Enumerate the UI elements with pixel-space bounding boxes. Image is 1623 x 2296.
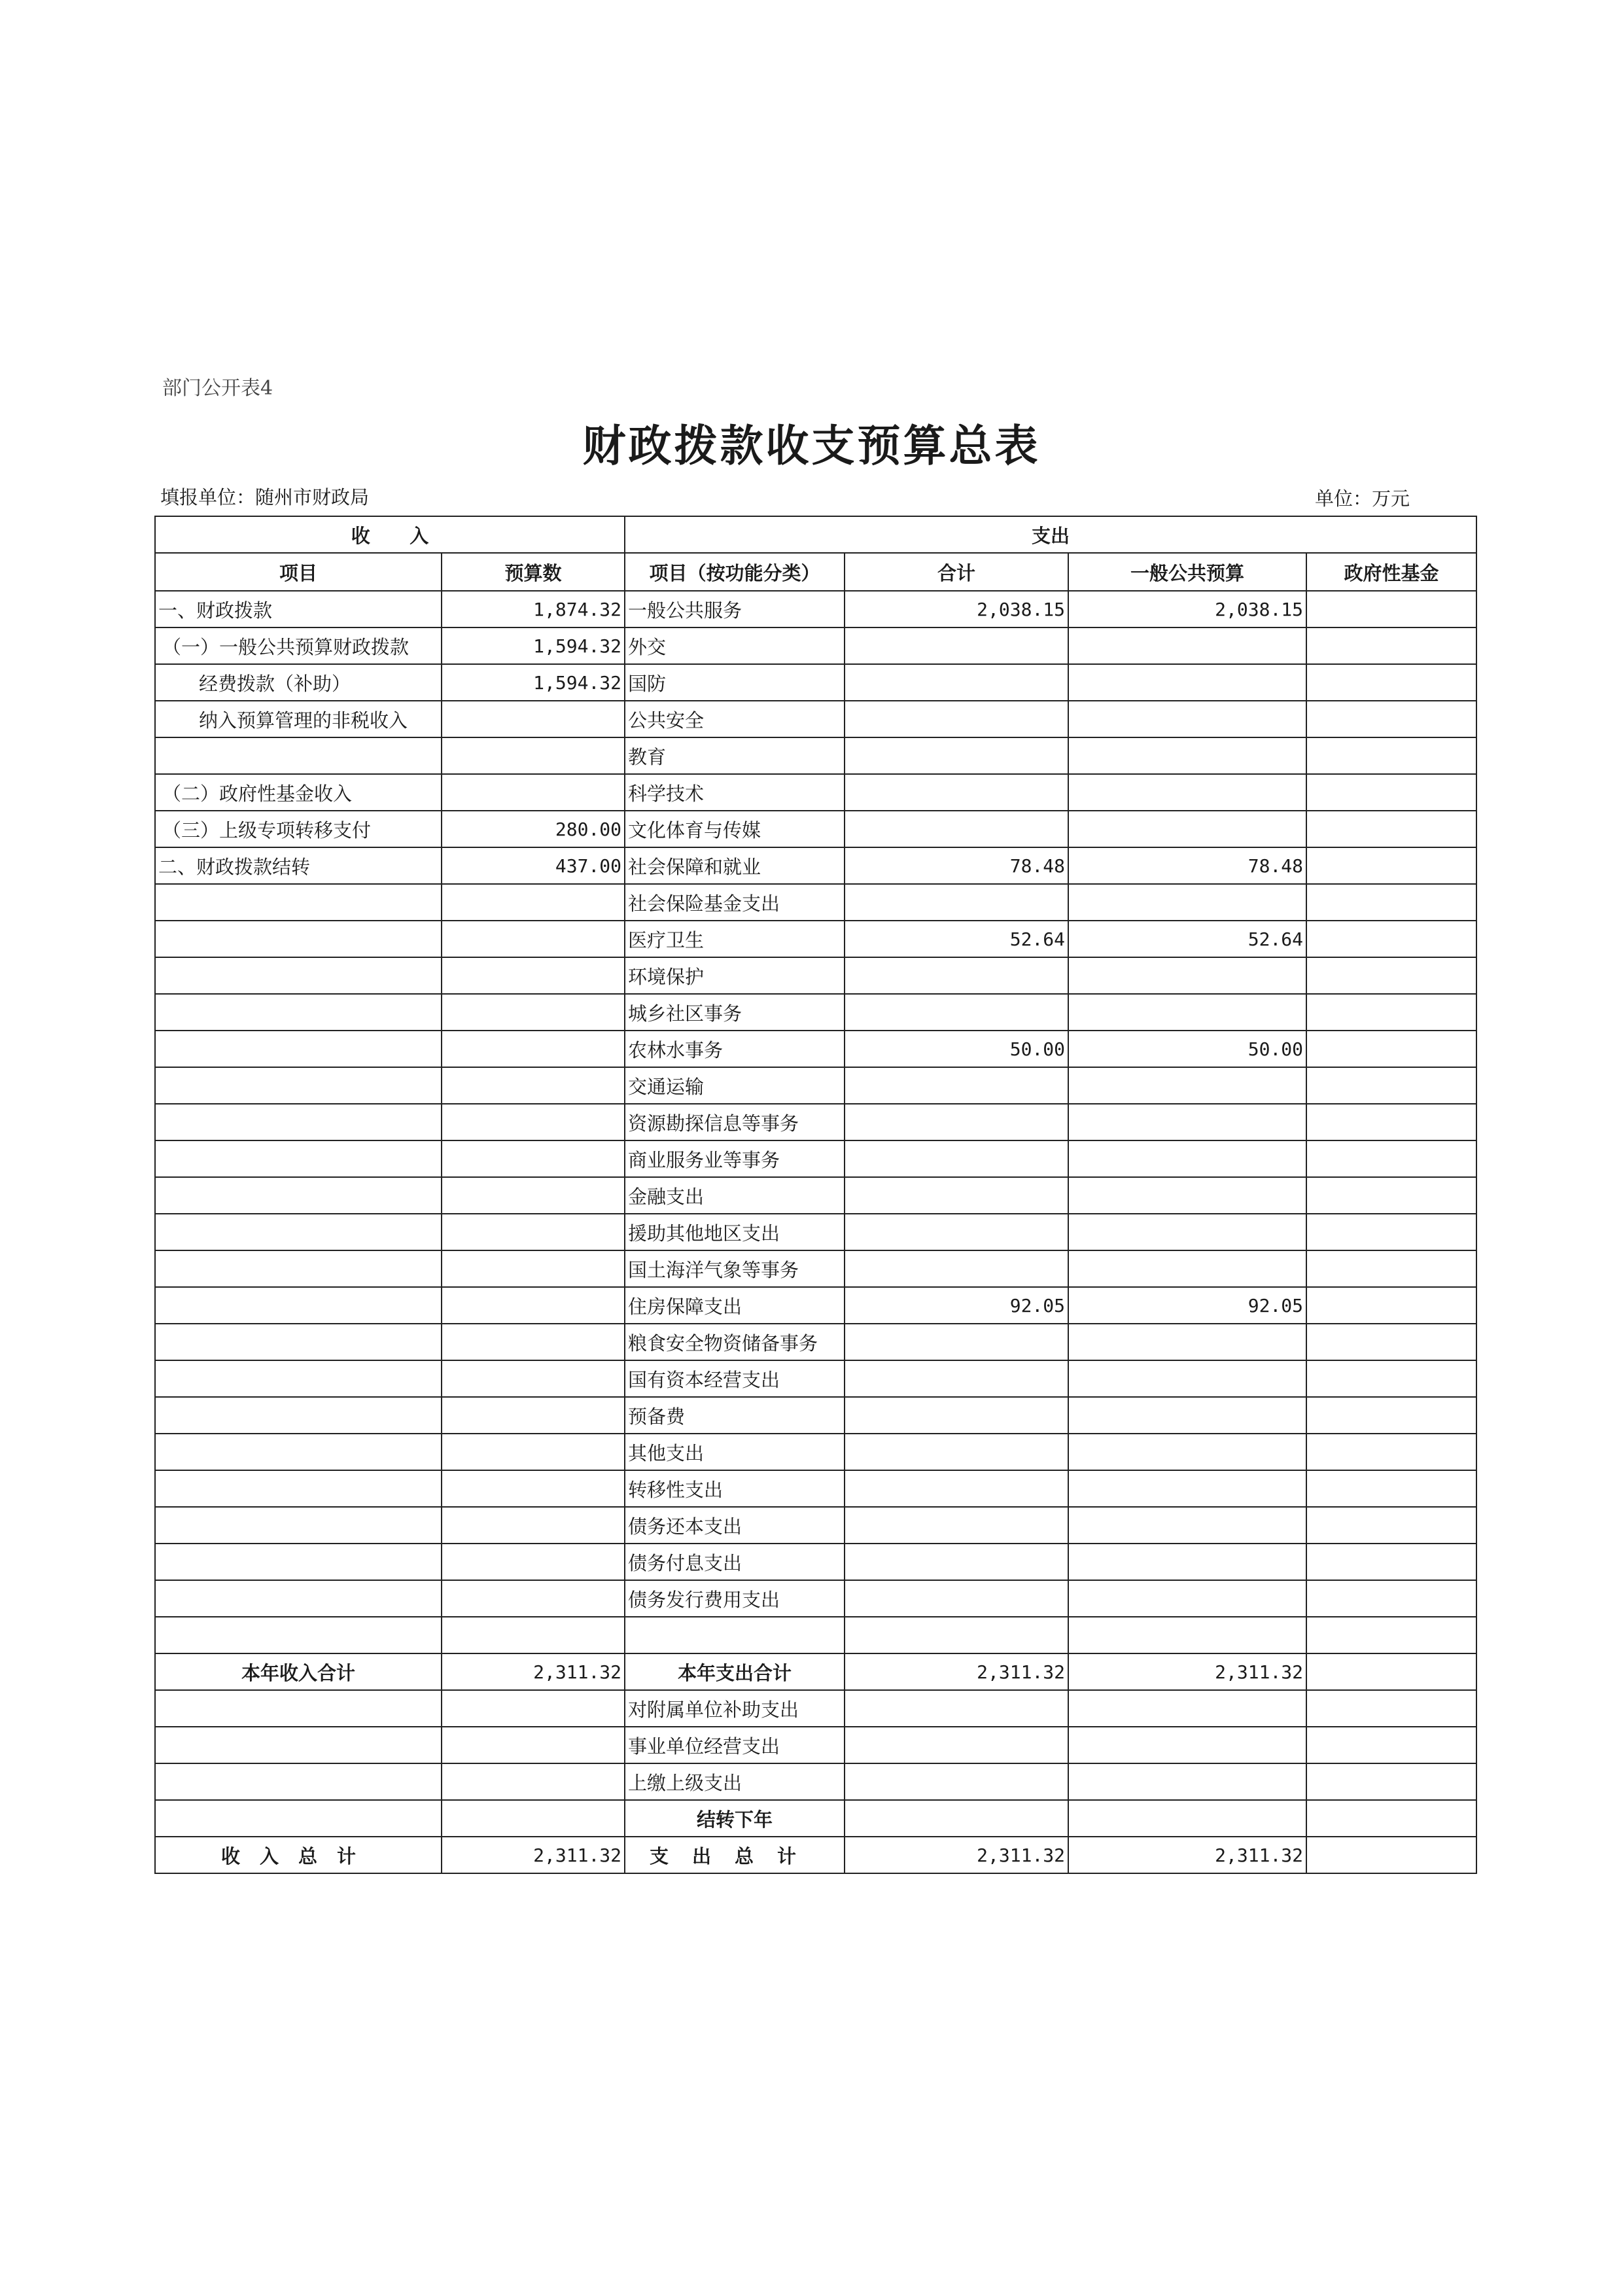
table-row: [155, 1434, 1476, 1470]
expense-item-cell: 其他支出: [625, 1434, 845, 1470]
income-item-cell: [155, 1763, 442, 1800]
table-row: [155, 957, 1476, 994]
income-item-cell: [155, 1690, 442, 1727]
table-row: [155, 1214, 1476, 1250]
expense-total-cell: [845, 1067, 1068, 1104]
expense-item-cell: 债务还本支出: [625, 1507, 845, 1544]
table-row: [155, 1727, 1476, 1763]
expense-item-cell: 医疗卫生: [625, 921, 845, 957]
table-row: [155, 1544, 1476, 1580]
header-row-2: [155, 553, 1476, 591]
table-row: [155, 591, 1476, 627]
income-item-cell: [155, 1397, 442, 1434]
expense-item-cell: 事业单位经营支出: [625, 1727, 845, 1763]
expense-general-cell: [1068, 1727, 1306, 1763]
income-item-cell: 二、财政拨款结转: [155, 847, 442, 884]
income-item-cell: [155, 1067, 442, 1104]
expense-fund-cell: [1306, 1544, 1476, 1580]
expense-fund-cell: [1306, 1470, 1476, 1507]
expense-item-cell: 外交: [625, 627, 845, 664]
expense-total-cell: 2,311.32: [845, 1653, 1068, 1690]
income-amount-cell: [442, 1800, 625, 1837]
income-item-cell: （二）政府性基金收入: [155, 774, 442, 811]
income-amount-cell: [442, 1104, 625, 1140]
income-amount-cell: [442, 1287, 625, 1324]
expense-general-cell: [1068, 627, 1306, 664]
expense-total-cell: [845, 1214, 1068, 1250]
expense-total-cell: [845, 1140, 1068, 1177]
expense-fund-cell: [1306, 811, 1476, 847]
expense-item-cell: 国土海洋气象等事务: [625, 1250, 845, 1287]
expense-item-cell: 支出总计: [625, 1837, 845, 1873]
expense-general-cell: [1068, 1177, 1306, 1214]
expense-item-cell: 商业服务业等事务: [625, 1140, 845, 1177]
expense-total-cell: [845, 627, 1068, 664]
income-amount-cell: [442, 1031, 625, 1067]
expense-fund-cell: [1306, 1617, 1476, 1653]
income-item-cell: 收入总计: [155, 1837, 442, 1873]
income-amount-cell: 1,594.32: [442, 664, 625, 701]
expense-item-cell: 社会保险基金支出: [625, 884, 845, 921]
expense-general-cell: 2,038.15: [1068, 591, 1306, 627]
expense-header: 支出: [625, 516, 1476, 553]
table-row: [155, 737, 1476, 774]
expense-general-cell: 2,311.32: [1068, 1653, 1306, 1690]
income-header: 收 入: [155, 516, 625, 553]
income-item-cell: [155, 1507, 442, 1544]
expense-item-cell: 援助其他地区支出: [625, 1214, 845, 1250]
expense-general-cell: [1068, 1800, 1306, 1837]
expense-fund-cell: [1306, 957, 1476, 994]
expense-general-cell: [1068, 1104, 1306, 1140]
expense-total-cell: [845, 774, 1068, 811]
expense-general-cell: [1068, 1434, 1306, 1470]
expense-fund-cell: [1306, 1031, 1476, 1067]
table-row: [155, 1507, 1476, 1544]
expense-item-cell: 文化体育与传媒: [625, 811, 845, 847]
expense-item-cell: 债务发行费用支出: [625, 1580, 845, 1617]
income-amount-cell: 1,594.32: [442, 627, 625, 664]
table-row: [155, 1287, 1476, 1324]
expense-general-cell: 50.00: [1068, 1031, 1306, 1067]
expense-fund-cell: [1306, 1140, 1476, 1177]
col-header-budget: 预算数: [442, 553, 625, 591]
table-row: [155, 1067, 1476, 1104]
expense-item-cell: 债务付息支出: [625, 1544, 845, 1580]
expense-item-cell: 粮食安全物资储备事务: [625, 1324, 845, 1360]
expense-fund-cell: [1306, 701, 1476, 737]
expense-total-cell: [845, 1470, 1068, 1507]
table-row: [155, 811, 1476, 847]
income-item-cell: [155, 1214, 442, 1250]
expense-total-cell: 2,038.15: [845, 591, 1068, 627]
table-row: [155, 1580, 1476, 1617]
expense-total-cell: [845, 1507, 1068, 1544]
table-row: [155, 1031, 1476, 1067]
expense-fund-cell: [1306, 1727, 1476, 1763]
income-amount-cell: [442, 1140, 625, 1177]
income-item-cell: [155, 1250, 442, 1287]
expense-total-cell: [845, 664, 1068, 701]
expense-total-cell: 2,311.32: [845, 1837, 1068, 1873]
income-amount-cell: [442, 774, 625, 811]
expense-fund-cell: [1306, 1800, 1476, 1837]
table-row: [155, 1763, 1476, 1800]
expense-general-cell: [1068, 664, 1306, 701]
expense-total-cell: 50.00: [845, 1031, 1068, 1067]
expense-item-cell: 国有资本经营支出: [625, 1360, 845, 1397]
expense-total-cell: [845, 1580, 1068, 1617]
expense-item-cell: 公共安全: [625, 701, 845, 737]
income-item-cell: 一、财政拨款: [155, 591, 442, 627]
expense-fund-cell: [1306, 1177, 1476, 1214]
income-amount-cell: [442, 1617, 625, 1653]
expense-general-cell: [1068, 811, 1306, 847]
expense-general-cell: [1068, 1324, 1306, 1360]
col-header-total: 合计: [845, 553, 1068, 591]
income-amount-cell: [442, 1763, 625, 1800]
expense-fund-cell: [1306, 1837, 1476, 1873]
col-header-item: 项目: [155, 553, 442, 591]
income-item-cell: [155, 957, 442, 994]
income-item-cell: [155, 1434, 442, 1470]
expense-general-cell: [1068, 1690, 1306, 1727]
table-row: [155, 1360, 1476, 1397]
expense-fund-cell: [1306, 1434, 1476, 1470]
col-header-function: 项目（按功能分类）: [625, 553, 845, 591]
table-row: [155, 847, 1476, 884]
expense-general-cell: [1068, 1763, 1306, 1800]
expense-general-cell: [1068, 957, 1306, 994]
income-amount-cell: [442, 1324, 625, 1360]
table-row: [155, 1470, 1476, 1507]
table-row: [155, 1397, 1476, 1434]
expense-item-cell: 科学技术: [625, 774, 845, 811]
expense-total-cell: 92.05: [845, 1287, 1068, 1324]
income-item-cell: 纳入预算管理的非税收入: [155, 701, 442, 737]
expense-total-cell: [845, 994, 1068, 1031]
table-row: [155, 1140, 1476, 1177]
income-item-cell: [155, 1617, 442, 1653]
expense-total-cell: [845, 1250, 1068, 1287]
income-amount-cell: [442, 737, 625, 774]
table-row: [155, 664, 1476, 701]
expense-general-cell: [1068, 994, 1306, 1031]
expense-item-cell: 本年支出合计: [625, 1653, 845, 1690]
table-row: [155, 1104, 1476, 1140]
table-row: [155, 627, 1476, 664]
income-amount-cell: 2,311.32: [442, 1837, 625, 1873]
table-row: [155, 921, 1476, 957]
expense-total-cell: [845, 1544, 1068, 1580]
expense-item-cell: 教育: [625, 737, 845, 774]
income-amount-cell: [442, 1470, 625, 1507]
expense-fund-cell: [1306, 664, 1476, 701]
income-amount-cell: [442, 1360, 625, 1397]
income-amount-cell: [442, 1544, 625, 1580]
expense-total-cell: [845, 701, 1068, 737]
expense-total-cell: [845, 1397, 1068, 1434]
income-amount-cell: 1,874.32: [442, 591, 625, 627]
expense-general-cell: [1068, 1250, 1306, 1287]
table-row: [155, 1250, 1476, 1287]
table-row: [155, 1324, 1476, 1360]
expense-total-cell: [845, 1690, 1068, 1727]
expense-general-cell: [1068, 1214, 1306, 1250]
expense-general-cell: [1068, 1507, 1306, 1544]
form-number: 部门公开表4: [162, 377, 273, 400]
expense-item-cell: 国防: [625, 664, 845, 701]
table-row: [155, 1837, 1476, 1873]
expense-total-cell: [845, 1177, 1068, 1214]
income-amount-cell: 2,311.32: [442, 1653, 625, 1690]
expense-total-cell: [845, 1763, 1068, 1800]
expense-item-cell: 交通运输: [625, 1067, 845, 1104]
income-item-cell: [155, 994, 442, 1031]
income-item-cell: [155, 1800, 442, 1837]
income-item-cell: [155, 921, 442, 957]
expense-fund-cell: [1306, 1214, 1476, 1250]
expense-item-cell: 环境保护: [625, 957, 845, 994]
income-amount-cell: [442, 1727, 625, 1763]
expense-general-cell: [1068, 737, 1306, 774]
table-row: [155, 774, 1476, 811]
expense-total-cell: [845, 811, 1068, 847]
income-item-cell: [155, 1727, 442, 1763]
expense-general-cell: [1068, 1140, 1306, 1177]
expense-general-cell: [1068, 1360, 1306, 1397]
expense-total-cell: [845, 1360, 1068, 1397]
col-header-general: 一般公共预算: [1068, 553, 1306, 591]
expense-item-cell: 社会保障和就业: [625, 847, 845, 884]
expense-general-cell: [1068, 701, 1306, 737]
expense-fund-cell: [1306, 1324, 1476, 1360]
expense-fund-cell: [1306, 737, 1476, 774]
expense-fund-cell: [1306, 1763, 1476, 1800]
currency-unit: 单位：万元: [1315, 487, 1410, 510]
income-amount-cell: [442, 701, 625, 737]
expense-fund-cell: [1306, 994, 1476, 1031]
expense-item-cell: 对附属单位补助支出: [625, 1690, 845, 1727]
expense-fund-cell: [1306, 1397, 1476, 1434]
expense-fund-cell: [1306, 1653, 1476, 1690]
income-amount-cell: [442, 957, 625, 994]
expense-general-cell: [1068, 1470, 1306, 1507]
income-item-cell: （一）一般公共预算财政拨款: [155, 627, 442, 664]
income-amount-cell: [442, 921, 625, 957]
income-item-cell: [155, 737, 442, 774]
income-amount-cell: [442, 1507, 625, 1544]
income-item-cell: [155, 1031, 442, 1067]
income-amount-cell: [442, 1177, 625, 1214]
table-row: [155, 884, 1476, 921]
income-amount-cell: 437.00: [442, 847, 625, 884]
income-amount-cell: [442, 1250, 625, 1287]
income-item-cell: 本年收入合计: [155, 1653, 442, 1690]
income-amount-cell: [442, 1397, 625, 1434]
expense-total-cell: 52.64: [845, 921, 1068, 957]
income-item-cell: [155, 884, 442, 921]
income-item-cell: [155, 1470, 442, 1507]
income-amount-cell: 280.00: [442, 811, 625, 847]
header-row-1: [155, 516, 1476, 553]
income-amount-cell: [442, 1580, 625, 1617]
income-item-cell: [155, 1287, 442, 1324]
income-item-cell: [155, 1177, 442, 1214]
expense-total-cell: [845, 737, 1068, 774]
page-title: 财政拨款收支预算总表: [582, 420, 1041, 471]
expense-fund-cell: [1306, 1287, 1476, 1324]
income-amount-cell: [442, 994, 625, 1031]
table-row: [155, 1177, 1476, 1214]
expense-general-cell: 92.05: [1068, 1287, 1306, 1324]
expense-item-cell: [625, 1617, 845, 1653]
expense-item-cell: 结转下年: [625, 1800, 845, 1837]
expense-general-cell: [1068, 1397, 1306, 1434]
expense-general-cell: [1068, 1067, 1306, 1104]
expense-item-cell: 预备费: [625, 1397, 845, 1434]
budget-table-body: [155, 516, 1476, 1873]
income-item-cell: [155, 1580, 442, 1617]
expense-total-cell: [845, 1800, 1068, 1837]
expense-general-cell: [1068, 1544, 1306, 1580]
expense-item-cell: 城乡社区事务: [625, 994, 845, 1031]
income-amount-cell: [442, 1434, 625, 1470]
expense-total-cell: [845, 884, 1068, 921]
table-row: [155, 1653, 1476, 1690]
income-item-cell: 经费拨款（补助）: [155, 664, 442, 701]
expense-fund-cell: [1306, 921, 1476, 957]
expense-item-cell: 农林水事务: [625, 1031, 845, 1067]
expense-item-cell: 资源勘探信息等事务: [625, 1104, 845, 1140]
income-amount-cell: [442, 1214, 625, 1250]
expense-fund-cell: [1306, 1360, 1476, 1397]
table-row: [155, 1690, 1476, 1727]
expense-item-cell: 转移性支出: [625, 1470, 845, 1507]
filling-unit: 填报单位：随州市财政局: [160, 486, 370, 508]
expense-fund-cell: [1306, 847, 1476, 884]
expense-fund-cell: [1306, 1067, 1476, 1104]
expense-general-cell: [1068, 1617, 1306, 1653]
expense-general-cell: 2,311.32: [1068, 1837, 1306, 1873]
expense-item-cell: 上缴上级支出: [625, 1763, 845, 1800]
expense-fund-cell: [1306, 774, 1476, 811]
expense-general-cell: [1068, 884, 1306, 921]
expense-item-cell: 一般公共服务: [625, 591, 845, 627]
income-amount-cell: [442, 884, 625, 921]
expense-fund-cell: [1306, 627, 1476, 664]
income-item-cell: [155, 1140, 442, 1177]
table-row: [155, 701, 1476, 737]
table-row: [155, 994, 1476, 1031]
budget-table: [154, 516, 1477, 1874]
income-item-cell: [155, 1544, 442, 1580]
income-item-cell: （三）上级专项转移支付: [155, 811, 442, 847]
income-amount-cell: [442, 1067, 625, 1104]
expense-fund-cell: [1306, 884, 1476, 921]
expense-total-cell: [845, 1434, 1068, 1470]
income-item-cell: [155, 1104, 442, 1140]
expense-total-cell: [845, 1324, 1068, 1360]
expense-total-cell: [845, 1617, 1068, 1653]
expense-fund-cell: [1306, 591, 1476, 627]
expense-item-cell: 金融支出: [625, 1177, 845, 1214]
expense-general-cell: [1068, 774, 1306, 811]
expense-fund-cell: [1306, 1250, 1476, 1287]
expense-total-cell: [845, 957, 1068, 994]
income-item-cell: [155, 1360, 442, 1397]
expense-fund-cell: [1306, 1104, 1476, 1140]
expense-total-cell: [845, 1727, 1068, 1763]
table-row: [155, 1800, 1476, 1837]
expense-fund-cell: [1306, 1580, 1476, 1617]
expense-general-cell: [1068, 1580, 1306, 1617]
expense-fund-cell: [1306, 1690, 1476, 1727]
expense-total-cell: 78.48: [845, 847, 1068, 884]
income-item-cell: [155, 1324, 442, 1360]
expense-general-cell: 52.64: [1068, 921, 1306, 957]
expense-item-cell: 住房保障支出: [625, 1287, 845, 1324]
col-header-fund: 政府性基金: [1306, 553, 1476, 591]
expense-total-cell: [845, 1104, 1068, 1140]
expense-fund-cell: [1306, 1507, 1476, 1544]
table-row: [155, 1617, 1476, 1653]
expense-general-cell: 78.48: [1068, 847, 1306, 884]
income-amount-cell: [442, 1690, 625, 1727]
